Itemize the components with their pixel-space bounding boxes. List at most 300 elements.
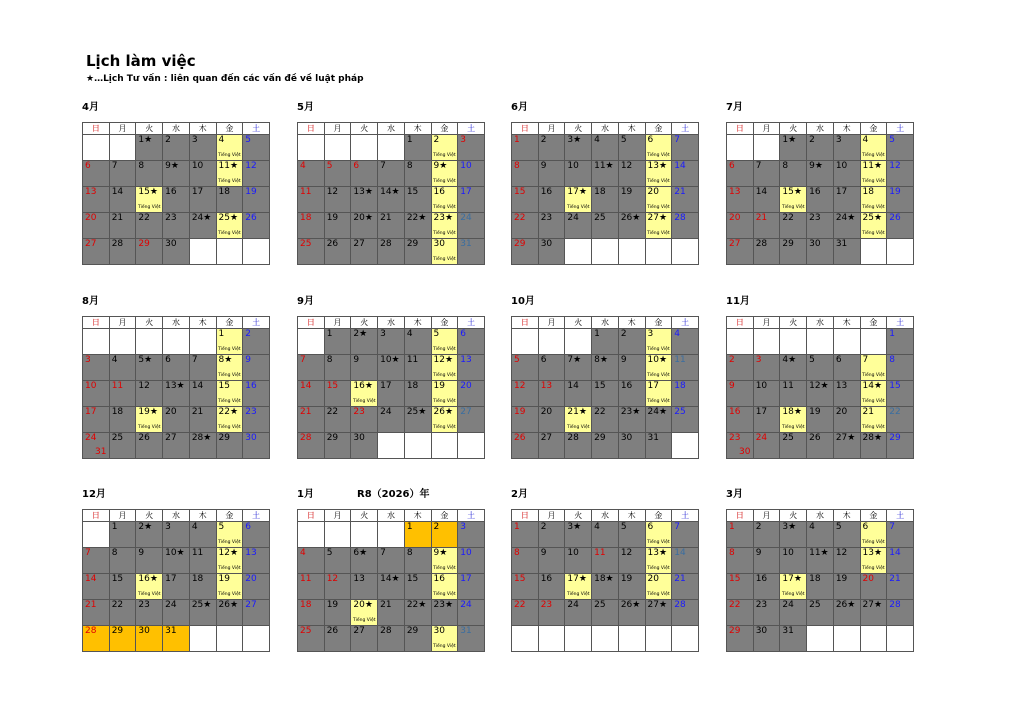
day-number: 17 (835, 187, 848, 197)
day-number: 22 (138, 213, 150, 223)
day-number: 22 (326, 407, 339, 417)
weekday-header: 木 (833, 317, 860, 329)
day-number: 16 (540, 574, 553, 584)
day-cell (565, 187, 592, 213)
day-number: 25 (782, 433, 794, 443)
day-number: 3 (460, 522, 466, 532)
day-cell (753, 626, 780, 652)
vietnamese-label: Tiếng Việt (862, 373, 885, 378)
day-number: 28 (300, 433, 312, 443)
day-number: 26 (138, 433, 150, 443)
day-cell (163, 161, 190, 187)
empty-cell (378, 433, 405, 459)
day-cell (83, 600, 110, 626)
day-number: 30 (433, 626, 445, 636)
weekday-header: 日 (298, 317, 325, 329)
day-cell (592, 135, 619, 161)
vietnamese-label: Tiếng Việt (218, 153, 241, 158)
day-cell (378, 407, 405, 433)
day-cell (592, 574, 619, 600)
day-number: 7 (674, 135, 680, 145)
legend-note: ★…Lịch Tư vấn : liên quan đến các vấn đề về luật pháp (86, 74, 364, 84)
weekday-header: 火 (136, 123, 163, 135)
vietnamese-label: Tiếng Việt (433, 566, 456, 571)
day-cell (378, 187, 405, 213)
day-number: 20 (460, 381, 472, 391)
day-cell (136, 522, 163, 548)
empty-cell (672, 626, 699, 652)
day-cell (458, 600, 485, 626)
empty-cell (351, 135, 378, 161)
empty-cell (727, 135, 754, 161)
vietnamese-label: Tiếng Việt (137, 592, 161, 597)
month-label: 2月 (511, 489, 528, 500)
day-number: 9 (729, 381, 735, 391)
weekday-header: 月 (324, 317, 351, 329)
day-cell (538, 239, 565, 265)
day-number: 28★ (191, 433, 212, 443)
day-cell (351, 239, 378, 265)
day-cell (618, 433, 645, 459)
weekday-header: 日 (83, 123, 110, 135)
day-cell (189, 600, 216, 626)
day-cell (807, 135, 834, 161)
weekday-header: 火 (780, 317, 807, 329)
day-number: 16 (245, 381, 257, 391)
weekday-header: 木 (404, 317, 431, 329)
weekday-header: 金 (431, 317, 458, 329)
day-cell (807, 600, 834, 626)
day-number: 5 (218, 522, 225, 532)
weekday-header: 火 (351, 510, 378, 522)
day-cell (727, 355, 754, 381)
day-number: 22★ (406, 600, 427, 610)
day-cell (109, 522, 136, 548)
day-number: 4 (111, 355, 118, 365)
day-number: 20 (540, 407, 553, 417)
day-cell (243, 522, 270, 548)
day-cell (618, 407, 645, 433)
day-cell (216, 329, 243, 355)
day-number: 19 (514, 407, 526, 417)
day-number: 5 (835, 522, 842, 532)
day-number: 29 (218, 433, 230, 443)
empty-cell (592, 626, 619, 652)
day-number: 17 (460, 187, 472, 197)
day-cell (136, 355, 163, 381)
day-number: 20 (835, 407, 848, 417)
vietnamese-label: Tiếng Việt (433, 373, 456, 378)
day-number: 9★ (165, 161, 179, 171)
day-number: 26★ (620, 600, 641, 610)
day-number: 1 (889, 329, 895, 339)
day-number: 9 (620, 355, 627, 365)
day-cell (378, 626, 405, 652)
day-number: 24★ (191, 213, 212, 223)
day-cell (592, 522, 619, 548)
day-cell (672, 600, 699, 626)
day-cell (565, 407, 592, 433)
day-number: 19 (326, 600, 339, 610)
day-cell (163, 355, 190, 381)
day-cell (163, 407, 190, 433)
day-number: 1 (514, 135, 520, 145)
empty-cell (860, 239, 887, 265)
day-cell (298, 600, 325, 626)
weekday-header: 火 (565, 317, 592, 329)
day-number: 31 (782, 626, 794, 636)
empty-cell (512, 329, 539, 355)
day-cell (189, 433, 216, 459)
day-number: 16 (433, 574, 445, 584)
day-cell (351, 574, 378, 600)
day-number: 12 (620, 161, 633, 171)
day-number: 4 (809, 522, 815, 532)
day-number: 11★ (862, 161, 883, 171)
day-number: 28 (674, 600, 686, 610)
day-number: 20 (647, 574, 659, 584)
month-calendar (726, 489, 914, 652)
day-number: 18 (406, 381, 419, 391)
day-cell (458, 548, 485, 574)
day-number: 16 (165, 187, 177, 197)
weekday-header: 木 (833, 123, 860, 135)
month-calendar (82, 489, 270, 652)
day-number: 7 (889, 522, 895, 532)
empty-cell (538, 626, 565, 652)
month-label: 12月 (82, 489, 106, 500)
day-number: 23 (540, 213, 553, 223)
weekday-header: 土 (243, 510, 270, 522)
day-cell (780, 626, 807, 652)
day-number: 1★ (782, 135, 797, 145)
day-cell (216, 381, 243, 407)
day-cell (512, 522, 539, 548)
month-label: 4月 (82, 102, 99, 113)
empty-cell (860, 626, 887, 652)
day-cell (645, 407, 672, 433)
day-cell (351, 548, 378, 574)
day-cell (860, 161, 887, 187)
day-number: 25★ (218, 213, 239, 223)
day-number: 25 (594, 600, 606, 610)
day-number: 20 (245, 574, 257, 584)
day-cell (351, 381, 378, 407)
day-number: 13★ (353, 187, 373, 197)
day-cell (324, 187, 351, 213)
day-number: 11★ (594, 161, 614, 171)
day-number: 26 (514, 433, 526, 443)
vietnamese-label: Tiếng Việt (647, 153, 670, 158)
day-number: 29 (594, 433, 606, 443)
day-number: 1 (326, 329, 333, 339)
day-number: 9★ (433, 548, 448, 558)
day-cell (592, 548, 619, 574)
day-number: 15 (594, 381, 606, 391)
empty-cell (672, 239, 699, 265)
weekday-header: 火 (565, 510, 592, 522)
empty-cell (431, 433, 458, 459)
day-number: 4 (594, 522, 600, 532)
weekday-header: 金 (645, 510, 672, 522)
day-number: 4 (300, 161, 306, 171)
day-cell (753, 355, 780, 381)
day-cell (512, 187, 539, 213)
day-cell (860, 187, 887, 213)
day-cell (324, 355, 351, 381)
day-cell (672, 548, 699, 574)
day-number: 9 (245, 355, 251, 365)
day-number: 27 (165, 433, 177, 443)
day-number: 3 (165, 522, 171, 532)
vietnamese-label: Tiếng Việt (781, 425, 805, 430)
day-cell (618, 574, 645, 600)
day-cell (592, 381, 619, 407)
weekday-header: 水 (163, 317, 190, 329)
vietnamese-label: Tiếng Việt (781, 592, 805, 597)
weekday-header: 土 (672, 123, 699, 135)
day-number: 7 (862, 355, 869, 365)
day-number: 19 (809, 407, 821, 417)
day-number: 13 (729, 187, 741, 197)
day-number: 12 (889, 161, 901, 171)
day-number: 19 (326, 213, 339, 223)
day-cell (431, 161, 458, 187)
day-cell (565, 433, 592, 459)
vietnamese-label: Tiếng Việt (647, 566, 670, 571)
day-cell (727, 239, 754, 265)
day-number: 8 (406, 548, 413, 558)
weekday-header: 月 (324, 123, 351, 135)
day-number: 8 (514, 161, 520, 171)
day-cell (189, 135, 216, 161)
day-cell (431, 407, 458, 433)
day-number: 19 (433, 381, 445, 391)
day-cell (431, 213, 458, 239)
day-number: 11★ (809, 548, 829, 558)
day-number: 30 (165, 239, 177, 249)
day-cell (592, 161, 619, 187)
day-number: 15 (729, 574, 741, 584)
day-cell (860, 381, 887, 407)
day-cell (109, 381, 136, 407)
day-number: 10 (191, 161, 204, 171)
weekday-header: 月 (109, 317, 136, 329)
day-cell (887, 161, 914, 187)
vietnamese-label: Tiếng Việt (218, 566, 241, 571)
day-cell (136, 239, 163, 265)
day-number: 10 (755, 381, 768, 391)
day-cell (727, 433, 754, 459)
day-number: 21★ (567, 407, 587, 417)
weekday-header: 木 (618, 123, 645, 135)
day-number: 23 (353, 407, 365, 417)
vietnamese-label: Tiếng Việt (647, 399, 670, 404)
weekday-header: 金 (431, 123, 458, 135)
day-number: 27★ (835, 433, 856, 443)
day-cell (753, 548, 780, 574)
day-cell (431, 381, 458, 407)
day-cell (163, 213, 190, 239)
day-number: 24 (380, 407, 392, 417)
day-cell (833, 213, 860, 239)
weekday-header: 金 (860, 123, 887, 135)
day-number: 12★ (433, 355, 454, 365)
day-number: 17 (191, 187, 204, 197)
weekday-header: 火 (136, 317, 163, 329)
day-number: 11 (300, 187, 312, 197)
day-cell (458, 626, 485, 652)
day-cell (431, 574, 458, 600)
day-cell (109, 239, 136, 265)
day-number: 2 (540, 135, 547, 145)
weekday-header: 土 (672, 510, 699, 522)
day-number: 31 (460, 239, 472, 249)
day-number: 23 (165, 213, 177, 223)
day-number: 24 (165, 600, 177, 610)
day-cell (618, 213, 645, 239)
day-number: 10 (567, 548, 579, 558)
day-number: 7 (755, 161, 762, 171)
day-number: 13★ (165, 381, 185, 391)
day-number: 14 (755, 187, 768, 197)
day-cell (109, 548, 136, 574)
day-number: 28 (380, 239, 392, 249)
day-cell (404, 381, 431, 407)
day-number: 10★ (165, 548, 185, 558)
day-cell (351, 161, 378, 187)
day-number: 17 (755, 407, 768, 417)
day-number: 7 (674, 522, 680, 532)
day-number: 30 (755, 626, 768, 636)
day-number: 18 (300, 600, 312, 610)
day-cell (216, 161, 243, 187)
day-cell (404, 239, 431, 265)
empty-cell (83, 329, 110, 355)
day-cell (645, 522, 672, 548)
vietnamese-label: Tiếng Việt (647, 179, 670, 184)
day-cell (887, 433, 914, 459)
day-number: 25 (300, 626, 312, 636)
day-cell (833, 600, 860, 626)
weekday-header: 木 (618, 510, 645, 522)
weekday-header: 金 (431, 510, 458, 522)
day-number: 22 (889, 407, 901, 417)
day-cell (136, 600, 163, 626)
day-number: 7★ (567, 355, 582, 365)
weekday-header: 月 (538, 510, 565, 522)
vietnamese-label: Tiếng Việt (218, 540, 241, 545)
day-cell (807, 407, 834, 433)
day-number: 13 (353, 574, 365, 584)
month-calendar (82, 102, 270, 265)
empty-cell (109, 329, 136, 355)
day-cell (458, 574, 485, 600)
day-cell (860, 355, 887, 381)
day-number: 26★ (620, 213, 641, 223)
weekday-header: 日 (727, 123, 754, 135)
day-cell (83, 161, 110, 187)
day-cell (324, 574, 351, 600)
empty-cell (189, 239, 216, 265)
day-number: 12★ (809, 381, 829, 391)
weekday-header: 火 (351, 317, 378, 329)
day-cell (618, 161, 645, 187)
day-cell (109, 600, 136, 626)
day-cell (727, 522, 754, 548)
day-number: 18 (111, 407, 124, 417)
vietnamese-label: Tiếng Việt (218, 231, 241, 236)
empty-cell (378, 135, 405, 161)
day-cell (860, 407, 887, 433)
day-cell (243, 355, 270, 381)
day-number: 29 (138, 239, 150, 249)
day-number: 17 (85, 407, 97, 417)
day-cell (163, 522, 190, 548)
day-number: 10 (835, 161, 848, 171)
vietnamese-label: Tiếng Việt (647, 205, 670, 210)
day-cell (592, 407, 619, 433)
day-number: 16 (755, 574, 768, 584)
day-number: 12 (326, 574, 339, 584)
day-cell (431, 135, 458, 161)
day-number: 25 (300, 239, 312, 249)
weekday-header: 金 (860, 510, 887, 522)
day-number: 12 (835, 548, 848, 558)
day-number: 15 (514, 187, 526, 197)
day-number: 6 (729, 161, 735, 171)
day-number: 1★ (138, 135, 153, 145)
day-cell (860, 522, 887, 548)
day-number: 9 (540, 161, 547, 171)
day-number: 25★ (191, 600, 212, 610)
day-cell (189, 213, 216, 239)
day-cell (83, 548, 110, 574)
weekday-header: 日 (727, 510, 754, 522)
day-number: 12 (620, 548, 633, 558)
day-cell (618, 522, 645, 548)
vietnamese-label: Tiếng Việt (137, 205, 161, 210)
empty-cell (189, 329, 216, 355)
day-number: 9 (138, 548, 145, 558)
day-number: 27★ (647, 600, 668, 610)
day-number: 10 (460, 161, 472, 171)
day-cell (645, 187, 672, 213)
day-number: 29 (729, 626, 741, 636)
day-number: 4 (862, 135, 869, 145)
day-number: 10★ (380, 355, 400, 365)
day-number: 2 (245, 329, 251, 339)
day-number: 20★ (353, 213, 373, 223)
day-number: 16 (809, 187, 821, 197)
weekday-header: 水 (163, 510, 190, 522)
day-cell (243, 407, 270, 433)
day-cell (672, 381, 699, 407)
day-number: 21 (674, 574, 686, 584)
vietnamese-label: Tiếng Việt (781, 205, 805, 210)
day-cell (136, 626, 163, 652)
day-cell (860, 433, 887, 459)
weekday-header: 月 (109, 510, 136, 522)
day-cell (378, 574, 405, 600)
day-number: 2 (809, 135, 815, 145)
weekday-header: 日 (727, 317, 754, 329)
day-number: 2 (755, 522, 762, 532)
day-number: 12 (514, 381, 526, 391)
day-number: 28 (674, 213, 686, 223)
day-cell (243, 161, 270, 187)
day-cell (592, 600, 619, 626)
